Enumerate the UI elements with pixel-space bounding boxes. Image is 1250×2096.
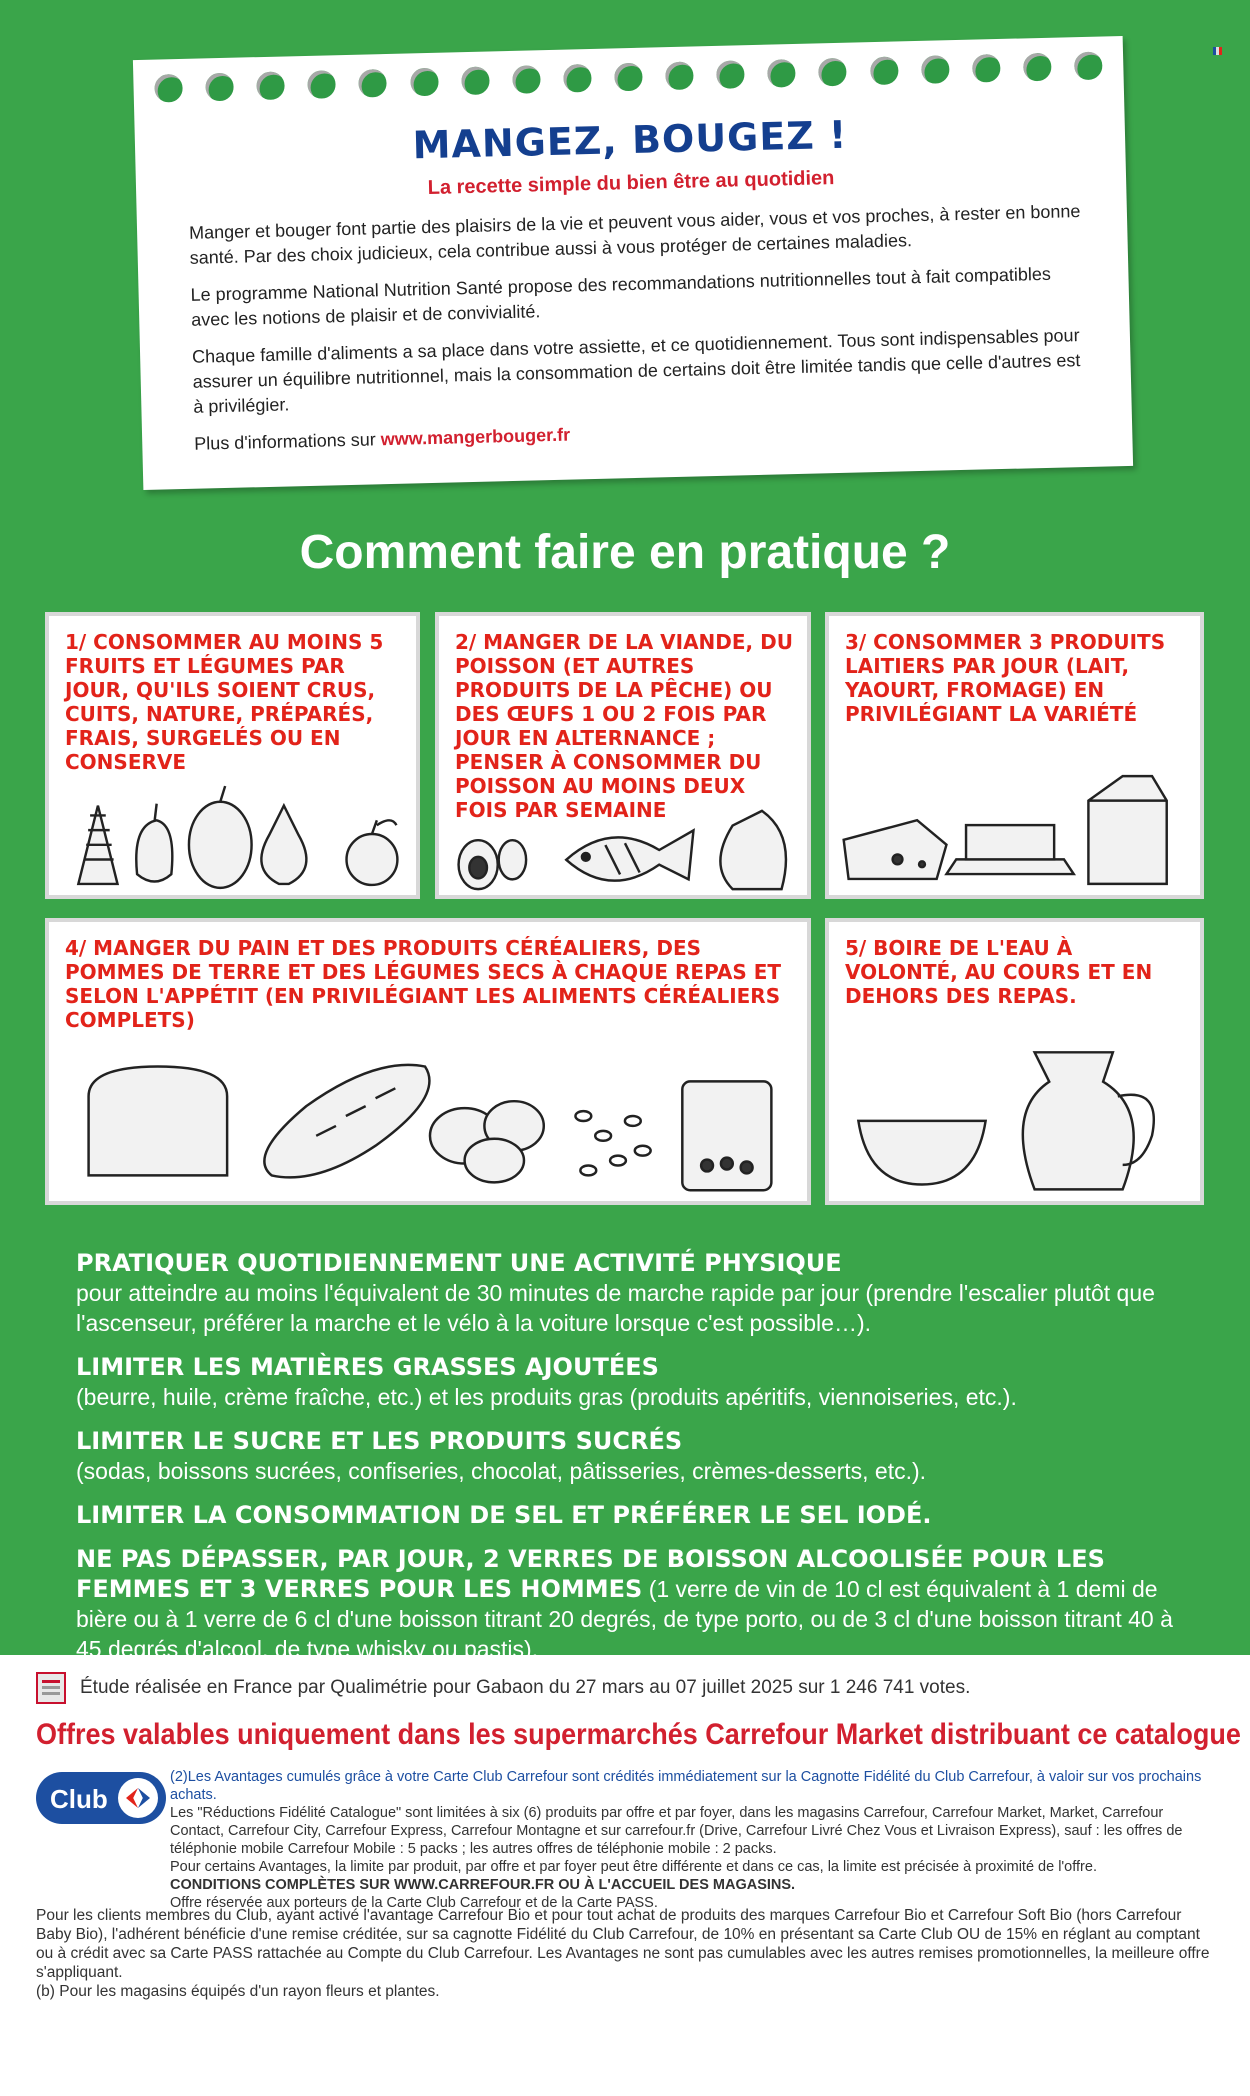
reco-heading: NE PAS DÉPASSER, PAR JOUR, 2 VERRES DE BOISSON ALCOOLISÉE POUR LES FEMMES ET 3 VERRES POUR LES HOMMES <box>76 1545 1105 1603</box>
reco-heading: LIMITER LE SUCRE ET LES PRODUITS SUCRÉS <box>76 1427 683 1455</box>
mangerbouger-link[interactable]: www.mangerbouger.fr <box>380 424 571 450</box>
study-note <box>36 1672 1216 1704</box>
tip-text: 3/ CONSOMMER 3 PRODUITS LAITIERS PAR JOUR (LAIT, YAOURT, FROMAGE) EN PRIVILÉGIANT LA VARIÉTÉ <box>845 630 1166 726</box>
tip-box-dairy <box>825 612 1204 899</box>
reco-item-alcohol <box>76 1544 1186 1664</box>
legal-notice <box>170 1768 1220 1912</box>
info-note-card <box>133 36 1133 490</box>
note-paragraph: Chaque famille d'aliments a sa place dans votre assiette, et ce quotidiennement. Tous sont indispensables pour assurer un équilibre nutritionnel, mais la consommation de certains doit être limitée tandis que celle d'autres est à privilégier. <box>191 325 1081 417</box>
tip-box-meat-fish <box>435 612 811 899</box>
reco-text: (beurre, huile, crème fraîche, etc.) et les produits gras (produits apéritifs, viennoiseries, etc.). <box>76 1384 1017 1410</box>
reco-text: (sodas, boissons sucrées, confiseries, chocolat, pâtisseries, crèmes-desserts, etc.). <box>76 1458 927 1484</box>
legal-line: (2)Les Avantages cumulés grâce à votre Carte Club Carrefour sont crédités immédiatement sur la Cagnotte Fidélité du Club Carrefour, à valoir sur vos prochains achats. <box>170 1769 1202 1803</box>
tip-text: 4/ MANGER DU PAIN ET DES PRODUITS CÉRÉALIERS, DES POMMES DE TERRE ET DES LÉGUMES SECS À CHAQUE REPAS ET SELON L'APPÉTIT (EN PRIVILÉGIANT LES ALIMENTS CÉRÉALIERS COMPLETS) <box>65 936 782 1032</box>
reco-item-fats <box>76 1352 1186 1412</box>
tip-text: 1/ CONSOMMER AU MOINS 5 FRUITS ET LÉGUMES PAR JOUR, QU'ILS SOIENT CRUS, CUITS, NATURE, PRÉPARÉS, FRAIS, SURGELÉS OU EN CONSERVE <box>65 630 384 774</box>
tip-text: 2/ MANGER DE LA VIANDE, DU POISSON (ET AUTRES PRODUITS DE LA PÊCHE) OU DES ŒUFS 1 OU 2 FOIS PAR JOUR EN ALTERNANCE ; PENSER À CONSOMMER DU POISSON AU MOINS DEUX FOIS PAR SEMAINE <box>455 630 793 822</box>
offers-banner: Offres valables uniquement dans les supermarchés Carrefour Market distribuant ce catalogue <box>36 1718 1241 1751</box>
legal-notice-bio <box>36 1906 1216 2001</box>
note-paragraph: Manger et bouger font partie des plaisirs de la vie et peuvent vous aider, vous et vos proches, à rester en bonne santé. Par des choix judicieux, cela contribue aussi à vous protéger de certaines maladies. <box>188 201 1081 268</box>
reco-heading: LIMITER LA CONSOMMATION DE SEL ET PRÉFÉRER LE SEL IODÉ. <box>76 1501 932 1529</box>
section-title: Comment faire en pratique ? <box>299 526 951 579</box>
reco-text: (1 verre de vin de 10 cl est équivalent à 1 demi de bière ou à 1 verre de 6 cl d'une boisson titrant 20 degrés, de type porto, ou de 3 cl d'une boisson titrant 40 à 45 degrés d'alcool, de type whisky ou pastis). <box>76 1576 1173 1662</box>
legal-conditions: CONDITIONS COMPLÈTES SUR WWW.CARREFOUR.FR OU À L'ACCUEIL DES MAGASINS. <box>170 1877 796 1893</box>
fruits-vegetables-icon <box>49 775 416 895</box>
note-info-line: Plus d'informations sur www.mangerbouger.fr <box>194 424 571 454</box>
bread-cereals-icon <box>49 1036 807 1201</box>
club-label: Club <box>50 1784 108 1814</box>
tip-box-cereals <box>45 918 811 1205</box>
award-badge-icon <box>36 1672 66 1704</box>
water-jug-icon <box>829 1026 1200 1201</box>
meat-fish-eggs-icon <box>439 805 807 895</box>
note-subtitle: La recette simple du bien être au quotidien <box>427 167 835 199</box>
tip-text: 5/ BOIRE DE L'EAU À VOLONTÉ, AU COURS ET EN DEHORS DES REPAS. <box>845 936 1153 1008</box>
spiral-holes <box>151 48 1106 105</box>
tip-box-fruits <box>45 612 420 899</box>
legal-line: Pour certains Avantages, la limite par produit, par offre et par foyer peut être différente et dans ce cas, la limite est précisée à proximité de l'offre. <box>170 1859 1097 1875</box>
note-body <box>189 199 1093 469</box>
recommendations <box>76 1248 1186 1678</box>
note-paragraph: Le programme National Nutrition Santé propose des recommandations nutritionnelles tout à fait compatibles avec les notions de plaisir et de convivialité. <box>190 263 1052 330</box>
reco-text: pour atteindre au moins l'équivalent de 30 minutes de marche rapide par jour (prendre l'escalier plutôt que l'ascenseur, préférer la marche et le vélo à la voiture lorsque c'est possible…). <box>76 1280 1155 1336</box>
reco-heading: LIMITER LES MATIÈRES GRASSES AJOUTÉES <box>76 1353 659 1381</box>
tip-box-water <box>825 918 1204 1205</box>
study-text: Étude réalisée en France par Qualimétrie pour Gabaon du 27 mars au 07 juillet 2025 sur 1 246 741 votes. <box>80 1677 971 1698</box>
reco-item-sugar <box>76 1426 1186 1486</box>
legal-line: Pour les clients membres du Club, ayant activé l'avantage Carrefour Bio et pour tout achat de produits des marques Carrefour Bio et Carrefour Soft Bio (hors Carrefour Baby Bio), l'adhérent bénéficie d'une remise créditée, sur sa cagnotte Fidélité du Club Carrefour, de 10% en présentant sa Carte Club OU de 15% en réglant au comptant ou à crédit avec sa Carte PASS rattachée au Compte du Club Carrefour. Les Avantages ne sont pas cumulables avec les autres remises promotionnelles, la meilleure offre s'appliquant. <box>36 1907 1210 1981</box>
legal-line: Offre réservée aux porteurs de la Carte Club Carrefour et de la Carte PASS. <box>170 1895 658 1911</box>
reco-item-salt <box>76 1500 1186 1530</box>
dairy-icon <box>829 765 1200 895</box>
legal-line: (b) Pour les magasins équipés d'un rayon fleurs et plantes. <box>36 1983 440 2000</box>
reco-item-activity <box>76 1248 1186 1338</box>
legal-line: Les "Réductions Fidélité Catalogue" sont limitées à six (6) produits par offre et par foyer, dans les magasins Carrefour, Carrefour Market, Market, Carrefour Contact, Carrefour City, Carrefour Express, Carrefour Montagne et sur carrefour.fr (Drive, Carrefour Livré Chez Vous et Livraison Express), sauf : les offres de téléphonie mobile Carrefour Mobile : 5 packs ; les autres offres de téléphonie mobile : 2 packs. <box>170 1805 1183 1857</box>
reco-heading: PRATIQUER QUOTIDIENNEMENT UNE ACTIVITÉ PHYSIQUE <box>76 1249 842 1277</box>
french-flag-icon <box>1213 42 1223 52</box>
note-title: MANGEZ, BOUGEZ ! <box>412 112 848 168</box>
carrefour-logo-icon <box>118 1778 158 1818</box>
carrefour-club-logo <box>36 1772 166 1824</box>
